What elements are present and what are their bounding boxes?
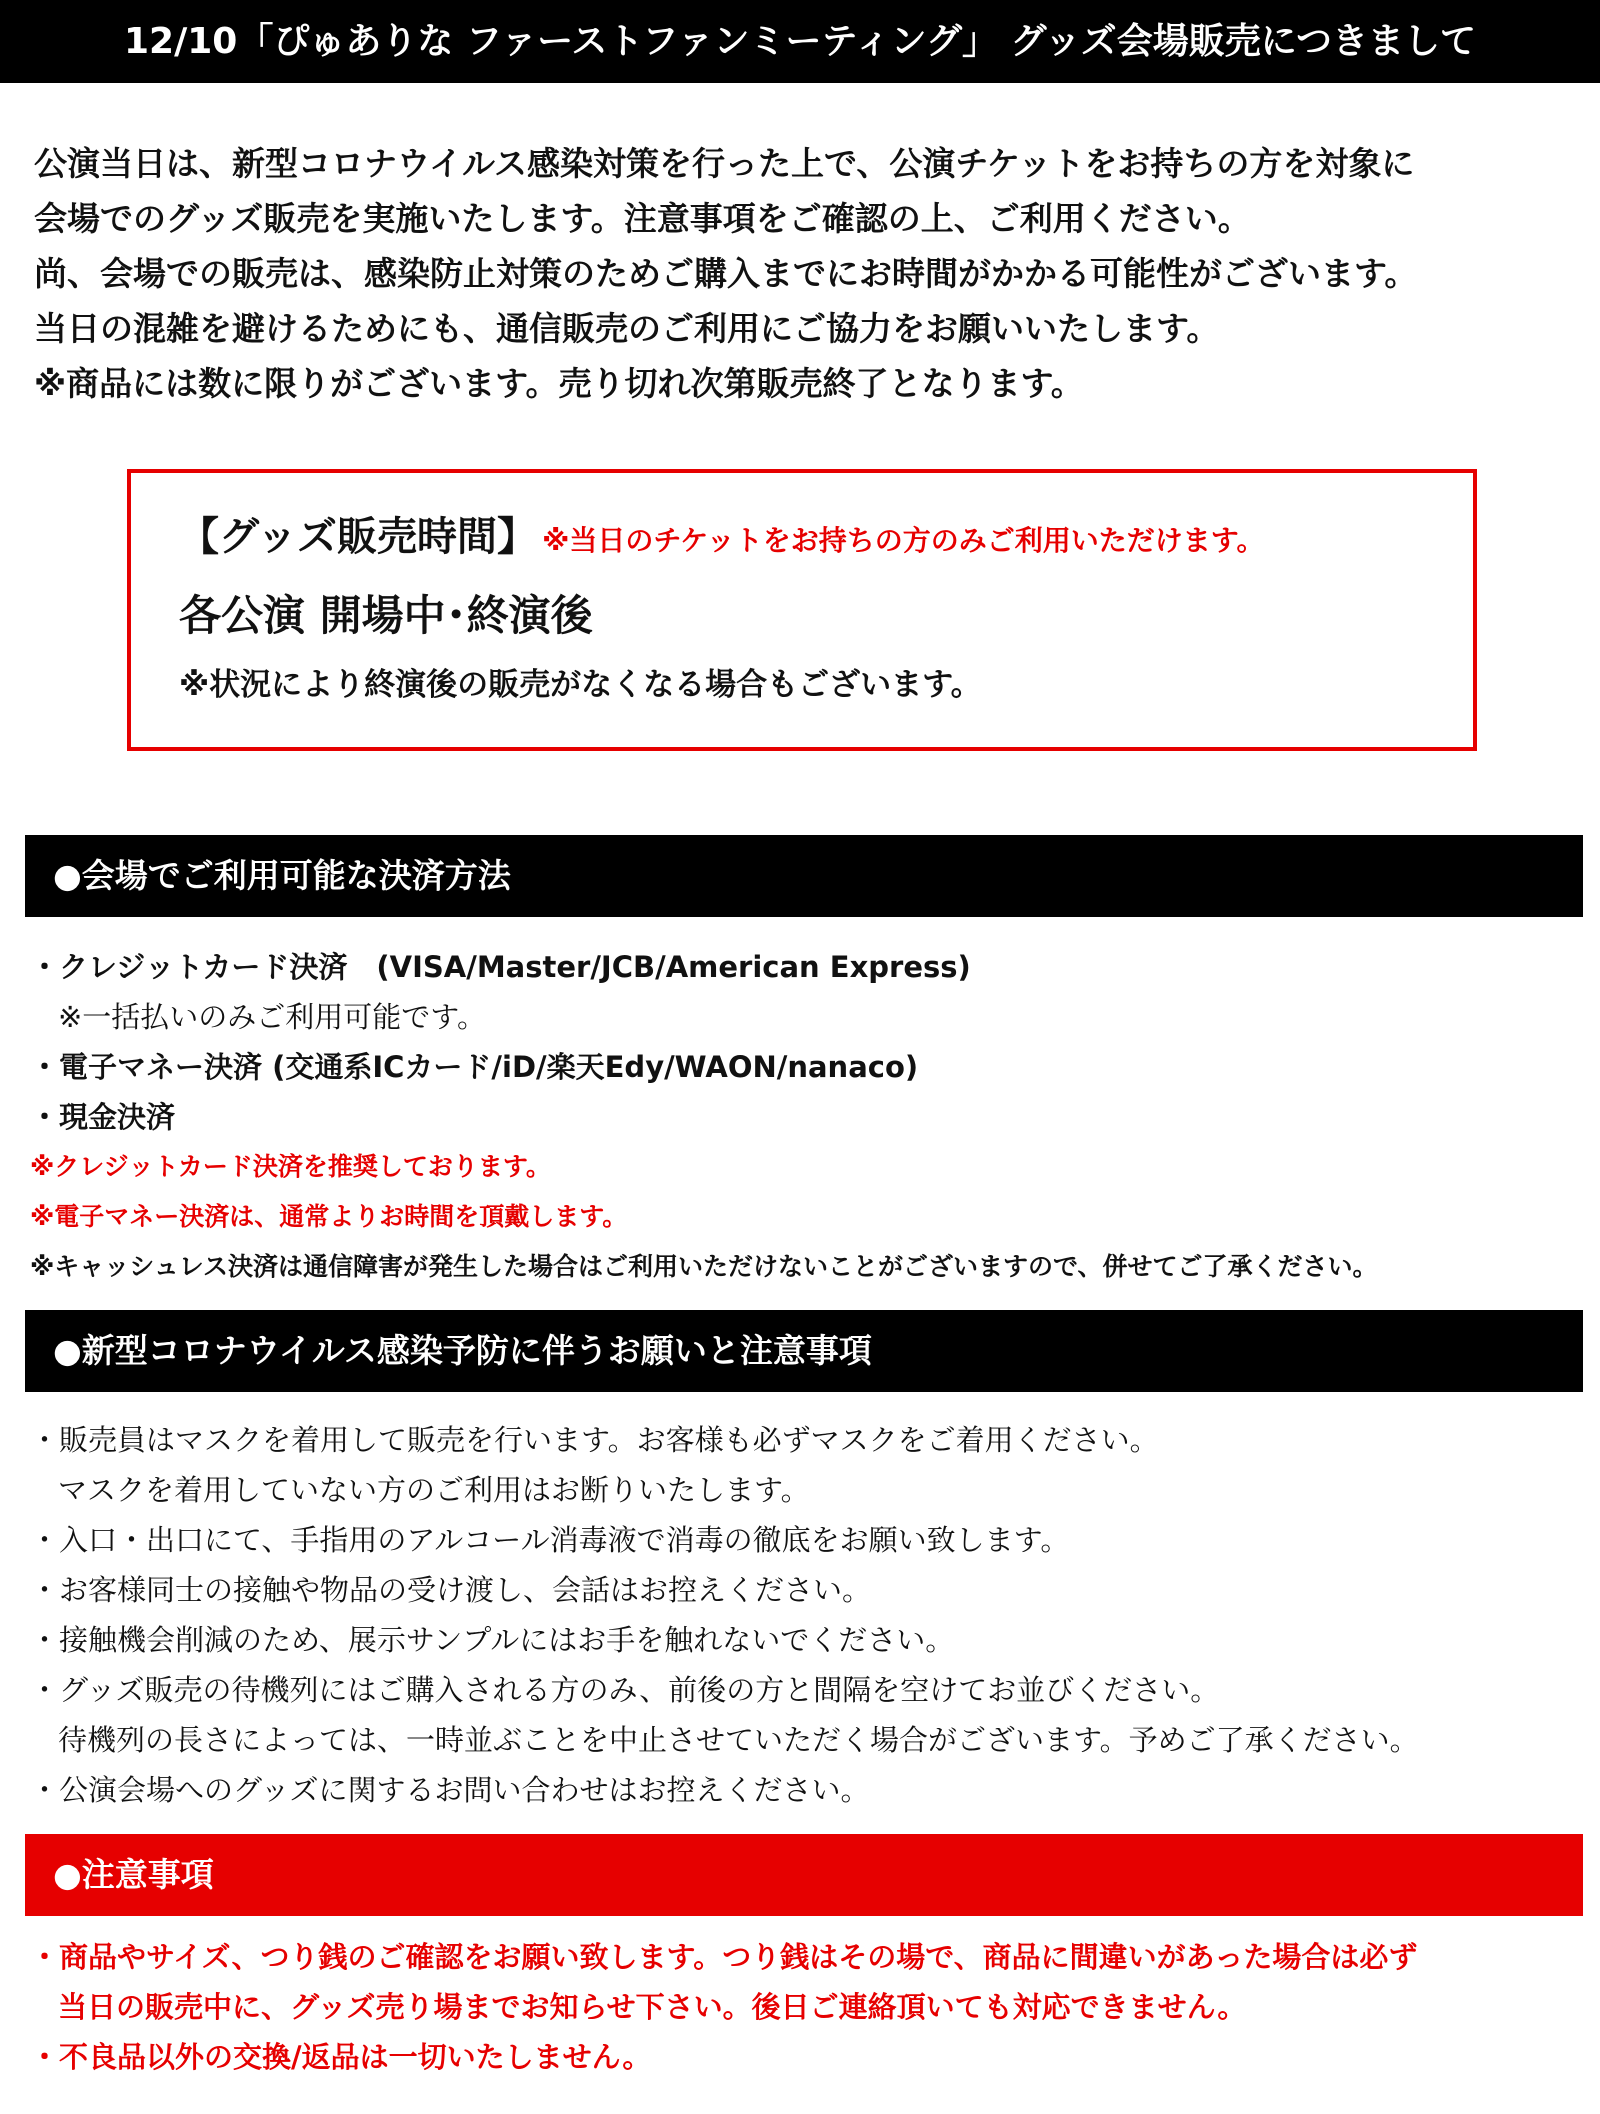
list-item: ※キャッシュレス決済は通信障害が発生した場合はご利用いただけないことがございますので、併せてご了承ください。 [30, 1252, 1378, 1281]
list-item: ・入口・出口にて、手指用のアルコール消毒液で消毒の徹底をお願い致します。 [30, 1523, 1070, 1557]
list-item: ・クレジットカード決済 (VISA/Master/JCB/American Express) [30, 950, 971, 984]
list-item: ・現金決済 [30, 1100, 176, 1134]
list-item: 当日の販売中に、グッズ売り場までお知らせ下さい。後日ご連絡頂いても対応できません。 [58, 1990, 1247, 2024]
list-item: ・グッズ販売の待機列にはご購入される方のみ、前後の方と間隔を空けてお並びください。 [30, 1673, 1220, 1707]
intro-line: 尚、会場での販売は、感染防止対策のためご購入までにお時間がかかる可能性がございます。 [34, 254, 1418, 293]
sales-hours-caution: ※状況により終演後の販売がなくなる場合もございます。 [179, 667, 982, 703]
covid-precautions-list [30, 1415, 1590, 1815]
list-item: ※電子マネー決済は、通常よりお時間を頂戴します。 [30, 1202, 628, 1231]
page-title: 12/10「ぴゅありな ファーストファンミーティング」 グッズ会場販売につきまして [0, 0, 1600, 83]
notes-section-heading: ●注意事項 [25, 1834, 1583, 1916]
list-item: ・お客様同士の接触や物品の受け渡し、会話はお控えください。 [30, 1573, 872, 1607]
ticket-holders-note: ※当日のチケットをお持ちの方のみご利用いただけます。 [542, 524, 1265, 557]
covid-section-heading: ●新型コロナウイルス感染予防に伴うお願いと注意事項 [25, 1310, 1583, 1392]
list-item: ・商品やサイズ、つり銭のご確認をお願い致します。つり銭はその場で、商品に間違いがあった場合は必ず [30, 1940, 1418, 1974]
payment-section-heading: ●会場でご利用可能な決済方法 [25, 835, 1583, 917]
list-item: ※一括払いのみご利用可能です。 [58, 1000, 486, 1034]
list-item: ※クレジットカード決済を推奨しております。 [30, 1152, 551, 1181]
sales-hours-box [127, 469, 1477, 751]
intro-text [34, 136, 1574, 411]
sales-hours-time: 各公演 開場中･終演後 [179, 591, 593, 640]
list-item: ・販売員はマスクを着用して販売を行います。お客様も必ずマスクをご着用ください。 [30, 1423, 1159, 1457]
list-item: 待機列の長さによっては、一時並ぶことを中止させていただく場合がございます。予めご了承ください。 [58, 1723, 1419, 1757]
list-item: ・接触機会削減のため、展示サンプルにはお手を触れないでください。 [30, 1623, 955, 1657]
sales-hours-header [179, 505, 1265, 562]
list-item: マスクを着用していない方のご利用はお断りいたします。 [58, 1473, 810, 1507]
intro-line: ※商品には数に限りがございます。売り切れ次第販売終了となります。 [34, 364, 1084, 403]
sales-hours-title: 【グッズ販売時間】 [179, 514, 537, 560]
list-item: ・電子マネー決済 (交通系ICカード/iD/楽天Edy/WAON/nanaco) [30, 1050, 919, 1084]
payment-method-list [30, 942, 1590, 1292]
intro-line: 会場でのグッズ販売を実施いたします。注意事項をご確認の上、ご利用ください。 [34, 199, 1251, 238]
list-item: ・不良品以外の交換/返品は一切いたしません。 [30, 2040, 652, 2074]
intro-line: 公演当日は、新型コロナウイルス感染対策を行った上で、公演チケットをお持ちの方を対象に [34, 144, 1415, 183]
intro-line: 当日の混雑を避けるためにも、通信販売のご利用にご協力をお願いいたします。 [34, 309, 1220, 348]
notes-list [30, 1932, 1590, 2082]
list-item: ・公演会場へのグッズに関するお問い合わせはお控えください。 [30, 1773, 870, 1807]
